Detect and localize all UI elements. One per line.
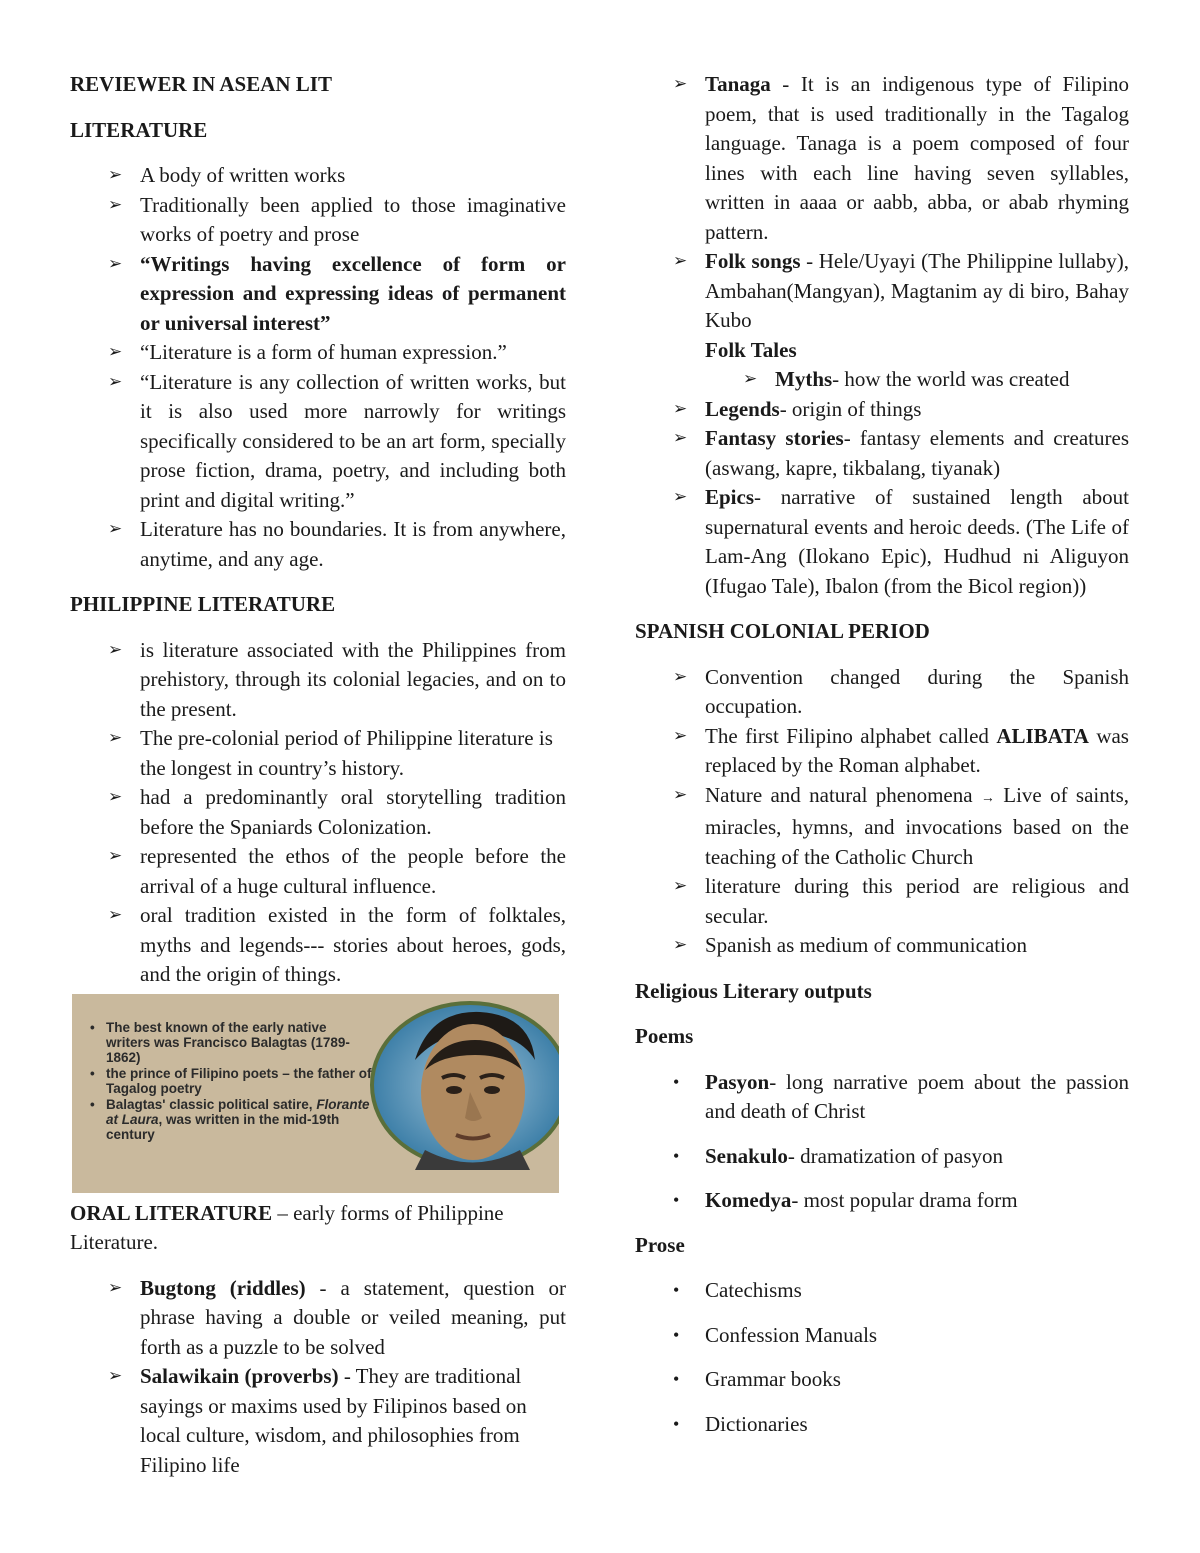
term: Senakulo [705,1143,788,1168]
oral-literature-desc: – early forms of Philippine Literature. [70,1200,504,1254]
oral-literature-heading: ORAL LITERATURE [70,1200,273,1225]
list-item [635,483,1129,601]
definition: - a statement, question or phrase having a double or veiled meaning, put forth as a puzzle to be solved [140,1275,566,1359]
list-item [635,70,1129,247]
list-item [70,1362,566,1480]
text: Nature and natural phenomena [705,782,981,807]
oral-literature-list [70,1274,566,1481]
term: Legends [705,396,780,421]
list-item: • Grammar books [635,1365,1129,1395]
list-item: ➢ “Writings having excellence of form or expression and expressing ideas of permanent or universal interest” [70,250,566,339]
list-item: • The best known of the early native writers was Francisco Balagtas (1789-1862) [84,1020,374,1065]
definition: - long narrative poem about the passion and death of Christ [705,1069,1129,1123]
poems-list [635,1068,1129,1216]
list-item [635,722,1129,781]
list-item: ➢ had a predominantly oral storytelling tradition before the Spaniards Colonization. [70,783,566,842]
list-item [635,247,1129,336]
list-item: • the prince of Filipino poets – the father of Tagalog poetry [84,1066,374,1096]
definition: - Hele/Uyayi (The Philippine lullaby), Ambahan(Mangyan), Magtanim ay di biro, Bahay Kubo [705,249,1129,332]
text: Balagtas' classic political satire, [106,1096,317,1112]
definition: - narrative of sustained length about supernatural events and heroic deeds. (The Life of Lam-Ang (Ilokano Epic), Hudhud ni Aliguyon (Ifugao Tale), Ibalon (from the Bicol region)) [705,485,1129,598]
spanish-period-heading: SPANISH COLONIAL PERIOD [635,619,930,643]
right-column [635,70,1129,1454]
list-item: ➢ represented the ethos of the people before the arrival of a huge cultural influence. [70,842,566,901]
prose-list [635,1276,1129,1439]
term: Salawikain (proverbs) [140,1364,339,1388]
definition: - fantasy elements and creatures (aswang, kapre, tikbalang, tiyanak) [705,426,1129,480]
text: was replaced by the Roman alphabet. [705,723,1129,777]
oral-literature-list-continued [635,70,1129,601]
list-item: • Confession Manuals [635,1321,1129,1351]
philippine-literature-list [70,636,566,990]
definition: - dramatization of pasyon [787,1143,1004,1168]
list-item [84,1097,374,1142]
list-item [635,781,1129,873]
list-item: ➢ literature during this period are religious and secular. [635,872,1129,931]
balagtas-slide-bullets [84,1020,374,1143]
list-item [635,395,1129,425]
poems-heading: Poems [635,1024,694,1048]
folk-tales-label: Folk Tales [705,337,797,362]
term: Bugtong (riddles) [140,1275,306,1300]
term: Folk songs [705,249,801,273]
literature-heading: LITERATURE [70,117,208,142]
list-item: ➢ “Literature is any collection of written works, but it is also used more narrowly for writings specifically considered to be an art form, specially prose fiction, drama, poetry, and including both print and digital writing.” [70,368,566,516]
text: Live of saints, miracles, hymns, and invocations based on the teaching of the Catholic Church [705,782,1130,869]
list-item [635,424,1129,483]
term: Epics [705,485,755,509]
term: Komedya [705,1188,792,1212]
list-item: ➢ Spanish as medium of communication [635,931,1129,961]
definition: - how the world was created [832,367,1070,391]
term: Pasyon [705,1069,770,1094]
philippine-literature-heading: PHILIPPINE LITERATURE [70,592,336,616]
list-item: ➢ Convention changed during the Spanish occupation. [635,663,1129,722]
term: Fantasy stories [705,426,844,450]
document-title: REVIEWER IN ASEAN LIT [70,72,332,96]
definition: - They are traditional sayings or maxims used by Filipinos based on local culture, wisdom, and philosophies from Filipino life [140,1364,527,1477]
oral-literature-intro [70,1199,566,1258]
list-item: ➢ The pre-colonial period of Philippine literature is the longest in country’s history. [70,724,566,783]
list-item [635,1186,1129,1216]
list-item: ➢ oral tradition existed in the form of folktales, myths and legends--- stories about heroes, gods, and the origin of things. [70,901,566,990]
list-item: ➢ “Literature is a form of human expression.” [70,338,566,368]
spanish-period-list [635,663,1129,961]
book-title: Florante at Laura [106,1096,370,1127]
list-item: • Dictionaries [635,1410,1129,1440]
religious-heading: Religious Literary outputs [635,978,872,1003]
list-item: • Catechisms [635,1276,1129,1306]
literature-list [70,161,566,574]
list-item: ➢ A body of written works [70,161,566,191]
balagtas-slide-image [72,994,559,1193]
term: Myths [775,367,833,391]
list-item [635,1068,1129,1127]
arrow-symbol: → [980,790,995,806]
list-item [70,1274,566,1363]
list-item [635,365,1129,395]
list-item: ➢ Traditionally been applied to those imaginative works of poetry and prose [70,191,566,250]
list-item: ➢ is literature associated with the Philippines from prehistory, through its colonial legacies, and on to the present. [70,636,566,725]
left-column [70,70,566,1496]
alibata-term: ALIBATA [996,723,1089,748]
term: Tanaga [705,72,771,96]
definition: - origin of things [779,396,922,421]
definition: - It is an indigenous type of Filipino poem, that is used traditionally in the Tagalog language. Tanaga is a poem composed of four lines with each line having seven syllables, written in aaaa or aabb, abba, or abab rhyming pattern. [705,72,1129,244]
text: , was written in the mid-19th century [106,1111,340,1142]
balagtas-portrait-icon [370,1000,559,1170]
definition: - most popular drama form [791,1188,1018,1212]
prose-heading: Prose [635,1232,685,1257]
text: The first Filipino alphabet called [705,723,997,748]
list-item: ➢ Literature has no boundaries. It is from anywhere, anytime, and any age. [70,515,566,574]
list-item [635,1142,1129,1172]
